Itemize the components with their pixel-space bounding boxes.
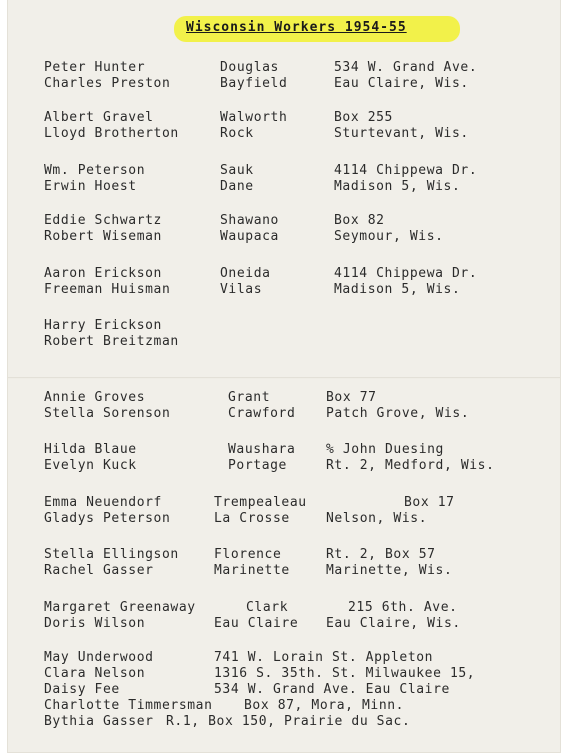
address-cell: Seymour, Wis. (334, 229, 444, 244)
address-cell: Eau Claire, Wis. (326, 616, 461, 631)
county-cell: Trempealeau (214, 495, 307, 510)
name-cell: Peter Hunter (44, 60, 146, 75)
name-cell: Rachel Gasser (44, 563, 154, 578)
address-cell: 4114 Chippewa Dr. (334, 163, 478, 178)
address-cell: 4114 Chippewa Dr. (334, 266, 478, 281)
name-cell: Albert Gravel (44, 110, 154, 125)
county-cell: Shawano (220, 213, 279, 228)
detail-cell: 1316 S. 35th. St. Milwaukee 15, (214, 666, 476, 681)
detail-cell: R.1, Box 150, Prairie du Sac. (166, 714, 411, 729)
county-cell: Bayfield (220, 76, 288, 91)
name-cell: Hilda Blaue (44, 442, 137, 457)
name-cell: Charles Preston (44, 76, 171, 91)
name-cell: Annie Groves (44, 390, 146, 405)
name-cell: Margaret Greenaway (44, 600, 196, 615)
county-cell: La Crosse (214, 511, 290, 526)
name-cell: Erwin Hoest (44, 179, 137, 194)
document-title: Wisconsin Workers 1954-55 (186, 20, 407, 35)
name-cell: Stella Sorenson (44, 406, 171, 421)
name-cell: Freeman Huisman (44, 282, 171, 297)
name-cell: Charlotte Timmersman (44, 698, 213, 713)
name-cell: Aaron Erickson (44, 266, 162, 281)
detail-cell: 534 W. Grand Ave. Eau Claire (214, 682, 450, 697)
county-cell: Waupaca (220, 229, 279, 244)
name-cell: Emma Neuendorf (44, 495, 162, 510)
name-cell: Eddie Schwartz (44, 213, 162, 228)
address-cell: Rt. 2, Medford, Wis. (326, 458, 495, 473)
name-cell: Lloyd Brotherton (44, 126, 179, 141)
address-cell: 215 6th. Ave. (348, 600, 458, 615)
address-cell: Patch Grove, Wis. (326, 406, 470, 421)
detail-cell: 741 W. Lorain St. Appleton (214, 650, 434, 665)
county-cell: Waushara (228, 442, 296, 457)
county-cell: Sauk (220, 163, 254, 178)
address-cell: Box 82 (334, 213, 385, 228)
address-cell: % John Duesing (326, 442, 444, 457)
title-highlight (174, 16, 460, 42)
name-cell: May Underwood (44, 650, 154, 665)
name-cell: Gladys Peterson (44, 511, 171, 526)
name-cell: Bythia Gasser (44, 714, 154, 729)
county-cell: Grant (228, 390, 271, 405)
name-cell: Daisy Fee (44, 682, 120, 697)
county-cell: Clark (246, 600, 289, 615)
county-cell: Rock (220, 126, 254, 141)
address-cell: 534 W. Grand Ave. (334, 60, 478, 75)
name-cell: Harry Erickson (44, 318, 162, 333)
name-cell: Evelyn Kuck (44, 458, 137, 473)
name-cell: Stella Ellingson (44, 547, 179, 562)
county-cell: Florence (214, 547, 282, 562)
address-cell: Rt. 2, Box 57 (326, 547, 436, 562)
county-cell: Walworth (220, 110, 288, 125)
county-cell: Marinette (214, 563, 290, 578)
name-cell: Doris Wilson (44, 616, 146, 631)
address-cell: Nelson, Wis. (326, 511, 428, 526)
address-cell: Box 77 (326, 390, 377, 405)
name-cell: Robert Breitzman (44, 334, 179, 349)
address-cell: Marinette, Wis. (326, 563, 453, 578)
detail-cell: Box 87, Mora, Minn. (244, 698, 405, 713)
address-cell: Sturtevant, Wis. (334, 126, 469, 141)
county-cell: Dane (220, 179, 254, 194)
name-cell: Clara Nelson (44, 666, 146, 681)
county-cell: Oneida (220, 266, 271, 281)
address-cell: Madison 5, Wis. (334, 179, 461, 194)
name-cell: Wm. Peterson (44, 163, 146, 178)
county-cell: Douglas (220, 60, 279, 75)
name-cell: Robert Wiseman (44, 229, 162, 244)
county-cell: Crawford (228, 406, 296, 421)
address-cell: Eau Claire, Wis. (334, 76, 469, 91)
address-cell: Box 17 (404, 495, 455, 510)
county-cell: Vilas (220, 282, 263, 297)
county-cell: Eau Claire (214, 616, 299, 631)
document-page (8, 0, 560, 752)
address-cell: Madison 5, Wis. (334, 282, 461, 297)
county-cell: Portage (228, 458, 287, 473)
address-cell: Box 255 (334, 110, 393, 125)
